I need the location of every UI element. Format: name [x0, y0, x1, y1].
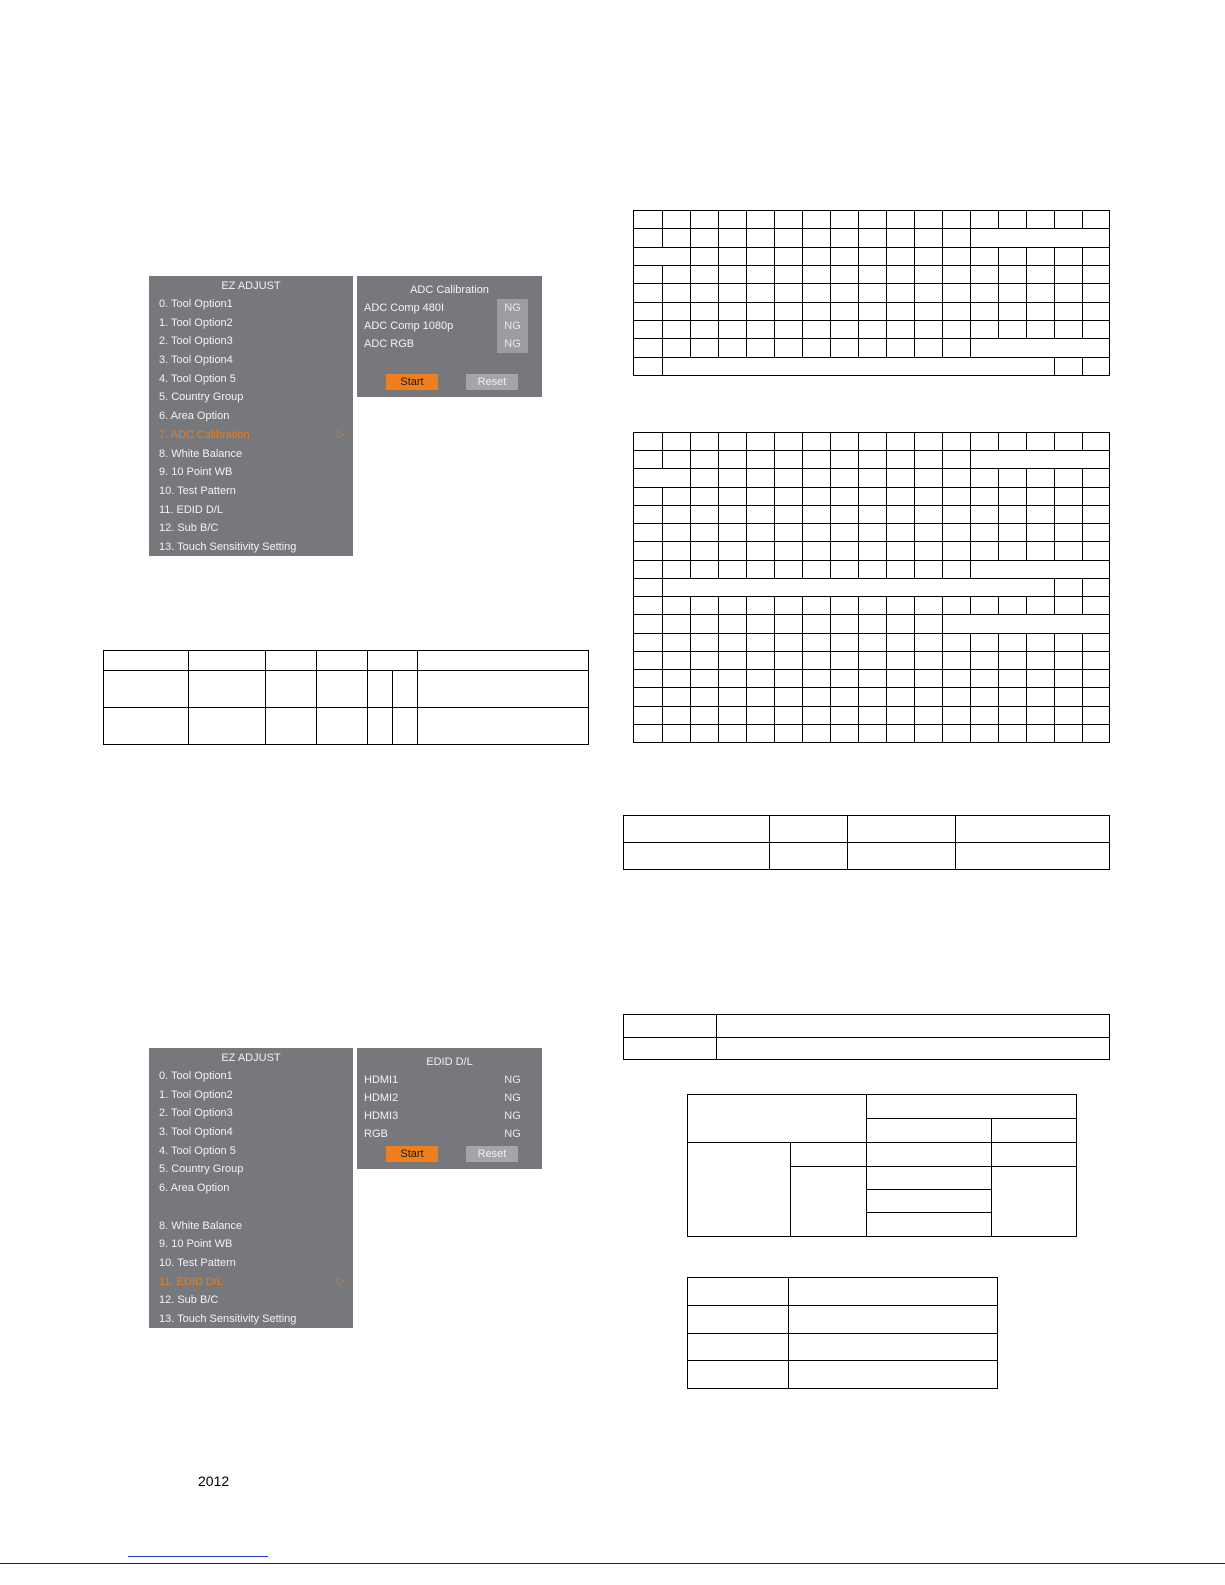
- adc-row-label: ADC RGB: [364, 338, 415, 350]
- chevron-right-icon: ▷: [337, 428, 345, 440]
- menu-item-sub-bc[interactable]: 12. Sub B/C: [159, 1294, 219, 1307]
- menu-item-edid-dl[interactable]: 11. EDID D/L: [159, 503, 223, 516]
- menu-item-country-group[interactable]: 5. Country Group: [159, 1163, 244, 1176]
- menu-item-adc-calibration[interactable]: [149, 1198, 353, 1217]
- adc-spec-table: [103, 650, 589, 745]
- menu-item-test-pattern[interactable]: 10. Test Pattern: [159, 484, 236, 497]
- footer-divider: [0, 1563, 1225, 1564]
- menu-item-label: 11. EDID D/L: [159, 1275, 223, 1288]
- menu-item-white-balance[interactable]: 8. White Balance: [159, 447, 243, 460]
- menu-item-label: 7. ADC Calibration: [159, 428, 250, 441]
- edid-result-table: [623, 815, 1110, 870]
- menu-item-tool-option2[interactable]: 1. Tool Option2: [159, 316, 233, 329]
- edid-row-result: NG: [504, 1092, 521, 1104]
- edid-row-label: HDMI3: [364, 1110, 399, 1122]
- edid-row-result: NG: [504, 1110, 521, 1122]
- reset-button[interactable]: Reset: [466, 1146, 518, 1162]
- edid-row-label: RGB: [364, 1128, 388, 1140]
- menu-item-tool-option5[interactable]: 4. Tool Option 5: [159, 372, 236, 385]
- adc-row-label: ADC Comp 1080p: [364, 320, 454, 332]
- ez-adjust-menu-top: [149, 276, 353, 556]
- menu-item-country-group[interactable]: 5. Country Group: [159, 391, 244, 404]
- menu-item-tool-option2[interactable]: 1. Tool Option2: [159, 1088, 233, 1101]
- edid-data-grid-2: [633, 432, 1110, 743]
- menu-item-adc-calibration[interactable]: [149, 426, 353, 445]
- edid-row-hdmi2: [364, 1089, 528, 1107]
- edid-row-hdmi3: [364, 1107, 528, 1125]
- bottom-spec-table: [687, 1277, 998, 1389]
- adc-row-result: NG: [497, 299, 528, 317]
- panel-title: ADC Calibration: [410, 284, 489, 296]
- menu-item-tool-option3[interactable]: 2. Tool Option3: [159, 1107, 233, 1120]
- menu-item-tool-option4[interactable]: 3. Tool Option4: [159, 1126, 233, 1139]
- adc-row-rgb: [364, 335, 528, 353]
- footer-link-underline[interactable]: [128, 1556, 268, 1557]
- menu-item-edid-dl[interactable]: [149, 1273, 353, 1292]
- menu-item-area-option[interactable]: 6. Area Option: [159, 1182, 230, 1195]
- adc-row-label: ADC Comp 480I: [364, 302, 445, 314]
- adc-calibration-panel: [357, 276, 542, 397]
- menu-item-tool-option3[interactable]: 2. Tool Option3: [159, 335, 233, 348]
- edid-row-result: NG: [504, 1128, 521, 1140]
- menu-title: EZ ADJUST: [221, 1052, 281, 1064]
- menu-item-white-balance[interactable]: 8. White Balance: [159, 1219, 243, 1232]
- reset-button[interactable]: Reset: [466, 374, 518, 390]
- adc-row-comp-1080p: [364, 317, 528, 335]
- edid-row-result: NG: [504, 1074, 521, 1086]
- menu-title: EZ ADJUST: [221, 280, 281, 292]
- adc-row-comp-480i: [364, 299, 528, 317]
- edid-data-grid-1: [633, 210, 1110, 376]
- menu-item-touch-sensitivity[interactable]: 13. Touch Sensitivity Setting: [159, 540, 297, 553]
- edid-row-hdmi1: [364, 1071, 528, 1089]
- edid-row-label: HDMI1: [364, 1074, 399, 1086]
- edid-row-rgb: [364, 1125, 528, 1143]
- ez-adjust-menu-bottom: [149, 1048, 353, 1328]
- menu-item-10-point-wb[interactable]: 9. 10 Point WB: [159, 1238, 233, 1251]
- panel-title: EDID D/L: [426, 1056, 473, 1068]
- option-table: [623, 1014, 1110, 1060]
- start-button[interactable]: Start: [386, 1146, 438, 1162]
- menu-item-sub-bc[interactable]: 12. Sub B/C: [159, 522, 219, 535]
- menu-item-area-option[interactable]: 6. Area Option: [159, 410, 230, 423]
- menu-item-test-pattern[interactable]: 10. Test Pattern: [159, 1256, 236, 1269]
- adc-row-result: NG: [497, 335, 528, 353]
- edid-row-label: HDMI2: [364, 1092, 399, 1104]
- spec-merged-table: [687, 1094, 1077, 1237]
- start-button[interactable]: Start: [386, 374, 438, 390]
- menu-item-tool-option1[interactable]: 0. Tool Option1: [159, 298, 233, 310]
- menu-item-tool-option1[interactable]: 0. Tool Option1: [159, 1070, 233, 1082]
- footer-year: 2012: [198, 1473, 230, 1489]
- menu-item-touch-sensitivity[interactable]: 13. Touch Sensitivity Setting: [159, 1312, 297, 1325]
- menu-item-10-point-wb[interactable]: 9. 10 Point WB: [159, 466, 233, 479]
- edid-dl-panel: [357, 1048, 542, 1169]
- menu-item-tool-option5[interactable]: 4. Tool Option 5: [159, 1144, 236, 1157]
- chevron-right-icon: ▷: [337, 1275, 345, 1287]
- menu-item-tool-option4[interactable]: 3. Tool Option4: [159, 354, 233, 367]
- adc-row-result: NG: [497, 317, 528, 335]
